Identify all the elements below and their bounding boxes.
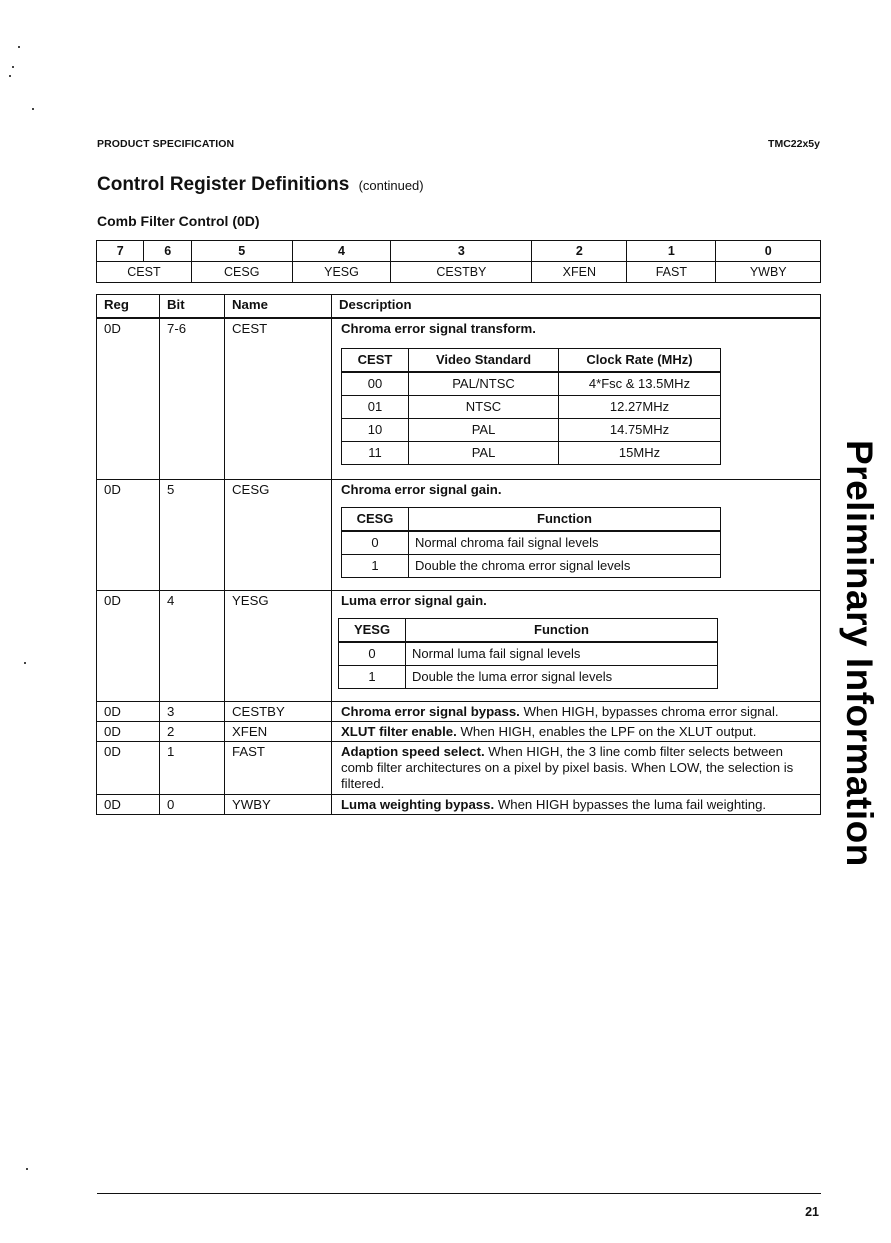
inner-row bbox=[342, 555, 721, 578]
section-title-suffix: (continued) bbox=[358, 178, 424, 193]
field-cest: CEST bbox=[97, 262, 192, 283]
desc-bold: Chroma error signal gain. bbox=[341, 482, 502, 497]
row-reg: 0D bbox=[97, 480, 160, 591]
bit-number: 6 bbox=[144, 241, 191, 262]
inner-cell: 0 bbox=[342, 531, 409, 555]
row-name: YESG bbox=[225, 591, 332, 702]
inner-col-header: Function bbox=[409, 508, 721, 532]
inner-row bbox=[342, 419, 721, 442]
col-header-description: Description bbox=[332, 295, 821, 319]
bit-number: 5 bbox=[191, 241, 292, 262]
desc-bold: XLUT filter enable. bbox=[341, 724, 457, 739]
inner-row bbox=[342, 372, 721, 396]
scan-speck bbox=[18, 46, 20, 48]
row-name: CESG bbox=[225, 480, 332, 591]
inner-cell: 4*Fsc & 13.5MHz bbox=[559, 372, 721, 396]
inner-cell: 15MHz bbox=[559, 442, 721, 465]
row-bit: 1 bbox=[160, 742, 225, 795]
subsection-title: Comb Filter Control (0D) bbox=[97, 213, 260, 229]
field-fast: FAST bbox=[627, 262, 716, 283]
section-title bbox=[97, 174, 424, 196]
inner-header-row bbox=[339, 619, 718, 643]
inner-cell: 14.75MHz bbox=[559, 419, 721, 442]
scan-speck bbox=[24, 662, 26, 664]
sidebar-text: Preliminary Information bbox=[839, 440, 880, 867]
preliminary-information-sidebar bbox=[838, 440, 878, 885]
scan-speck bbox=[12, 66, 14, 68]
row-bit: 7-6 bbox=[160, 318, 225, 480]
inner-row bbox=[339, 642, 718, 666]
bit-number: 2 bbox=[532, 241, 627, 262]
inner-cell: PAL bbox=[409, 419, 559, 442]
register-definition-table bbox=[96, 294, 821, 815]
inner-col-header: Clock Rate (MHz) bbox=[559, 349, 721, 373]
bit-number: 0 bbox=[716, 241, 821, 262]
row-description bbox=[332, 795, 821, 815]
row-bit: 3 bbox=[160, 702, 225, 722]
inner-col-header: Video Standard bbox=[409, 349, 559, 373]
header-product-spec: PRODUCT SPECIFICATION bbox=[97, 138, 235, 150]
field-cesg: CESG bbox=[191, 262, 292, 283]
inner-col-header: Function bbox=[406, 619, 718, 643]
inner-cell: 10 bbox=[342, 419, 409, 442]
row-description bbox=[332, 742, 821, 795]
header-part-number: TMC22x5y bbox=[768, 138, 820, 150]
desc-bold: Luma error signal gain. bbox=[341, 593, 487, 608]
row-bit: 5 bbox=[160, 480, 225, 591]
inner-header-row bbox=[342, 508, 721, 532]
inner-cell: Normal luma fail signal levels bbox=[406, 642, 718, 666]
inner-row bbox=[342, 531, 721, 555]
table-row bbox=[97, 480, 821, 591]
table-row bbox=[97, 722, 821, 742]
yesg-value-table bbox=[338, 618, 718, 689]
row-reg: 0D bbox=[97, 318, 160, 480]
inner-cell: 11 bbox=[342, 442, 409, 465]
row-description bbox=[332, 591, 821, 702]
row-name: YWBY bbox=[225, 795, 332, 815]
inner-cell: NTSC bbox=[409, 396, 559, 419]
inner-cell: Double the luma error signal levels bbox=[406, 666, 718, 689]
inner-cell: 12.27MHz bbox=[559, 396, 721, 419]
row-description bbox=[332, 722, 821, 742]
cest-value-table bbox=[341, 348, 721, 465]
inner-header-row bbox=[342, 349, 721, 373]
footer-rule bbox=[97, 1193, 821, 1194]
row-name: CESTBY bbox=[225, 702, 332, 722]
row-reg: 0D bbox=[97, 742, 160, 795]
desc-text: When HIGH bypasses the luma fail weighting. bbox=[494, 797, 767, 812]
register-bitmap bbox=[96, 240, 821, 283]
col-header-bit: Bit bbox=[160, 295, 225, 319]
col-header-reg: Reg bbox=[97, 295, 160, 319]
bit-number: 1 bbox=[627, 241, 716, 262]
bit-number: 3 bbox=[391, 241, 532, 262]
inner-row bbox=[342, 396, 721, 419]
scan-speck bbox=[9, 75, 11, 77]
row-bit: 2 bbox=[160, 722, 225, 742]
inner-row bbox=[342, 442, 721, 465]
inner-col-header: YESG bbox=[339, 619, 406, 643]
bitmap-field-row bbox=[97, 262, 821, 283]
bit-number: 4 bbox=[292, 241, 391, 262]
row-bit: 0 bbox=[160, 795, 225, 815]
table-header-row bbox=[97, 295, 821, 319]
desc-bold: Chroma error signal bypass. bbox=[341, 704, 520, 719]
row-reg: 0D bbox=[97, 702, 160, 722]
row-name: CEST bbox=[225, 318, 332, 480]
desc-bold: Luma weighting bypass. bbox=[341, 797, 495, 812]
desc-bold: Chroma error signal transform. bbox=[341, 321, 536, 336]
row-description bbox=[332, 318, 821, 480]
field-ywby: YWBY bbox=[716, 262, 821, 283]
page-number: 21 bbox=[805, 1205, 819, 1219]
inner-cell: 1 bbox=[342, 555, 409, 578]
table-row bbox=[97, 702, 821, 722]
inner-col-header: CESG bbox=[342, 508, 409, 532]
inner-cell: Normal chroma fail signal levels bbox=[409, 531, 721, 555]
scan-speck bbox=[32, 108, 34, 110]
table-row bbox=[97, 795, 821, 815]
row-reg: 0D bbox=[97, 591, 160, 702]
bitmap-bit-row bbox=[97, 241, 821, 262]
inner-row bbox=[339, 666, 718, 689]
desc-text: When HIGH, enables the LPF on the XLUT output. bbox=[456, 724, 757, 739]
row-name: XFEN bbox=[225, 722, 332, 742]
inner-cell: PAL bbox=[409, 442, 559, 465]
inner-cell: 01 bbox=[342, 396, 409, 419]
desc-text: When HIGH, bypasses chroma error signal. bbox=[519, 704, 779, 719]
row-bit: 4 bbox=[160, 591, 225, 702]
field-xfen: XFEN bbox=[532, 262, 627, 283]
section-title-text: Control Register Definitions bbox=[97, 174, 350, 195]
inner-cell: Double the chroma error signal levels bbox=[409, 555, 721, 578]
inner-cell: 0 bbox=[339, 642, 406, 666]
table-row bbox=[97, 591, 821, 702]
inner-cell: PAL/NTSC bbox=[409, 372, 559, 396]
col-header-name: Name bbox=[225, 295, 332, 319]
table-row bbox=[97, 318, 821, 480]
table-row bbox=[97, 742, 821, 795]
cesg-value-table bbox=[341, 507, 721, 578]
field-cestby: CESTBY bbox=[391, 262, 532, 283]
inner-cell: 00 bbox=[342, 372, 409, 396]
inner-col-header: CEST bbox=[342, 349, 409, 373]
desc-text: When HIGH, the 3 line comb filter selects between comb filter architectures on a pixel by pixel basis. When LOW, the selection is filtered. bbox=[341, 744, 794, 791]
row-description bbox=[332, 480, 821, 591]
field-yesg: YESG bbox=[292, 262, 391, 283]
inner-cell: 1 bbox=[339, 666, 406, 689]
row-name: FAST bbox=[225, 742, 332, 795]
scan-speck bbox=[26, 1168, 28, 1170]
row-reg: 0D bbox=[97, 795, 160, 815]
desc-bold: Adaption speed select. bbox=[341, 744, 485, 759]
bit-number: 7 bbox=[97, 241, 144, 262]
row-description bbox=[332, 702, 821, 722]
row-reg: 0D bbox=[97, 722, 160, 742]
